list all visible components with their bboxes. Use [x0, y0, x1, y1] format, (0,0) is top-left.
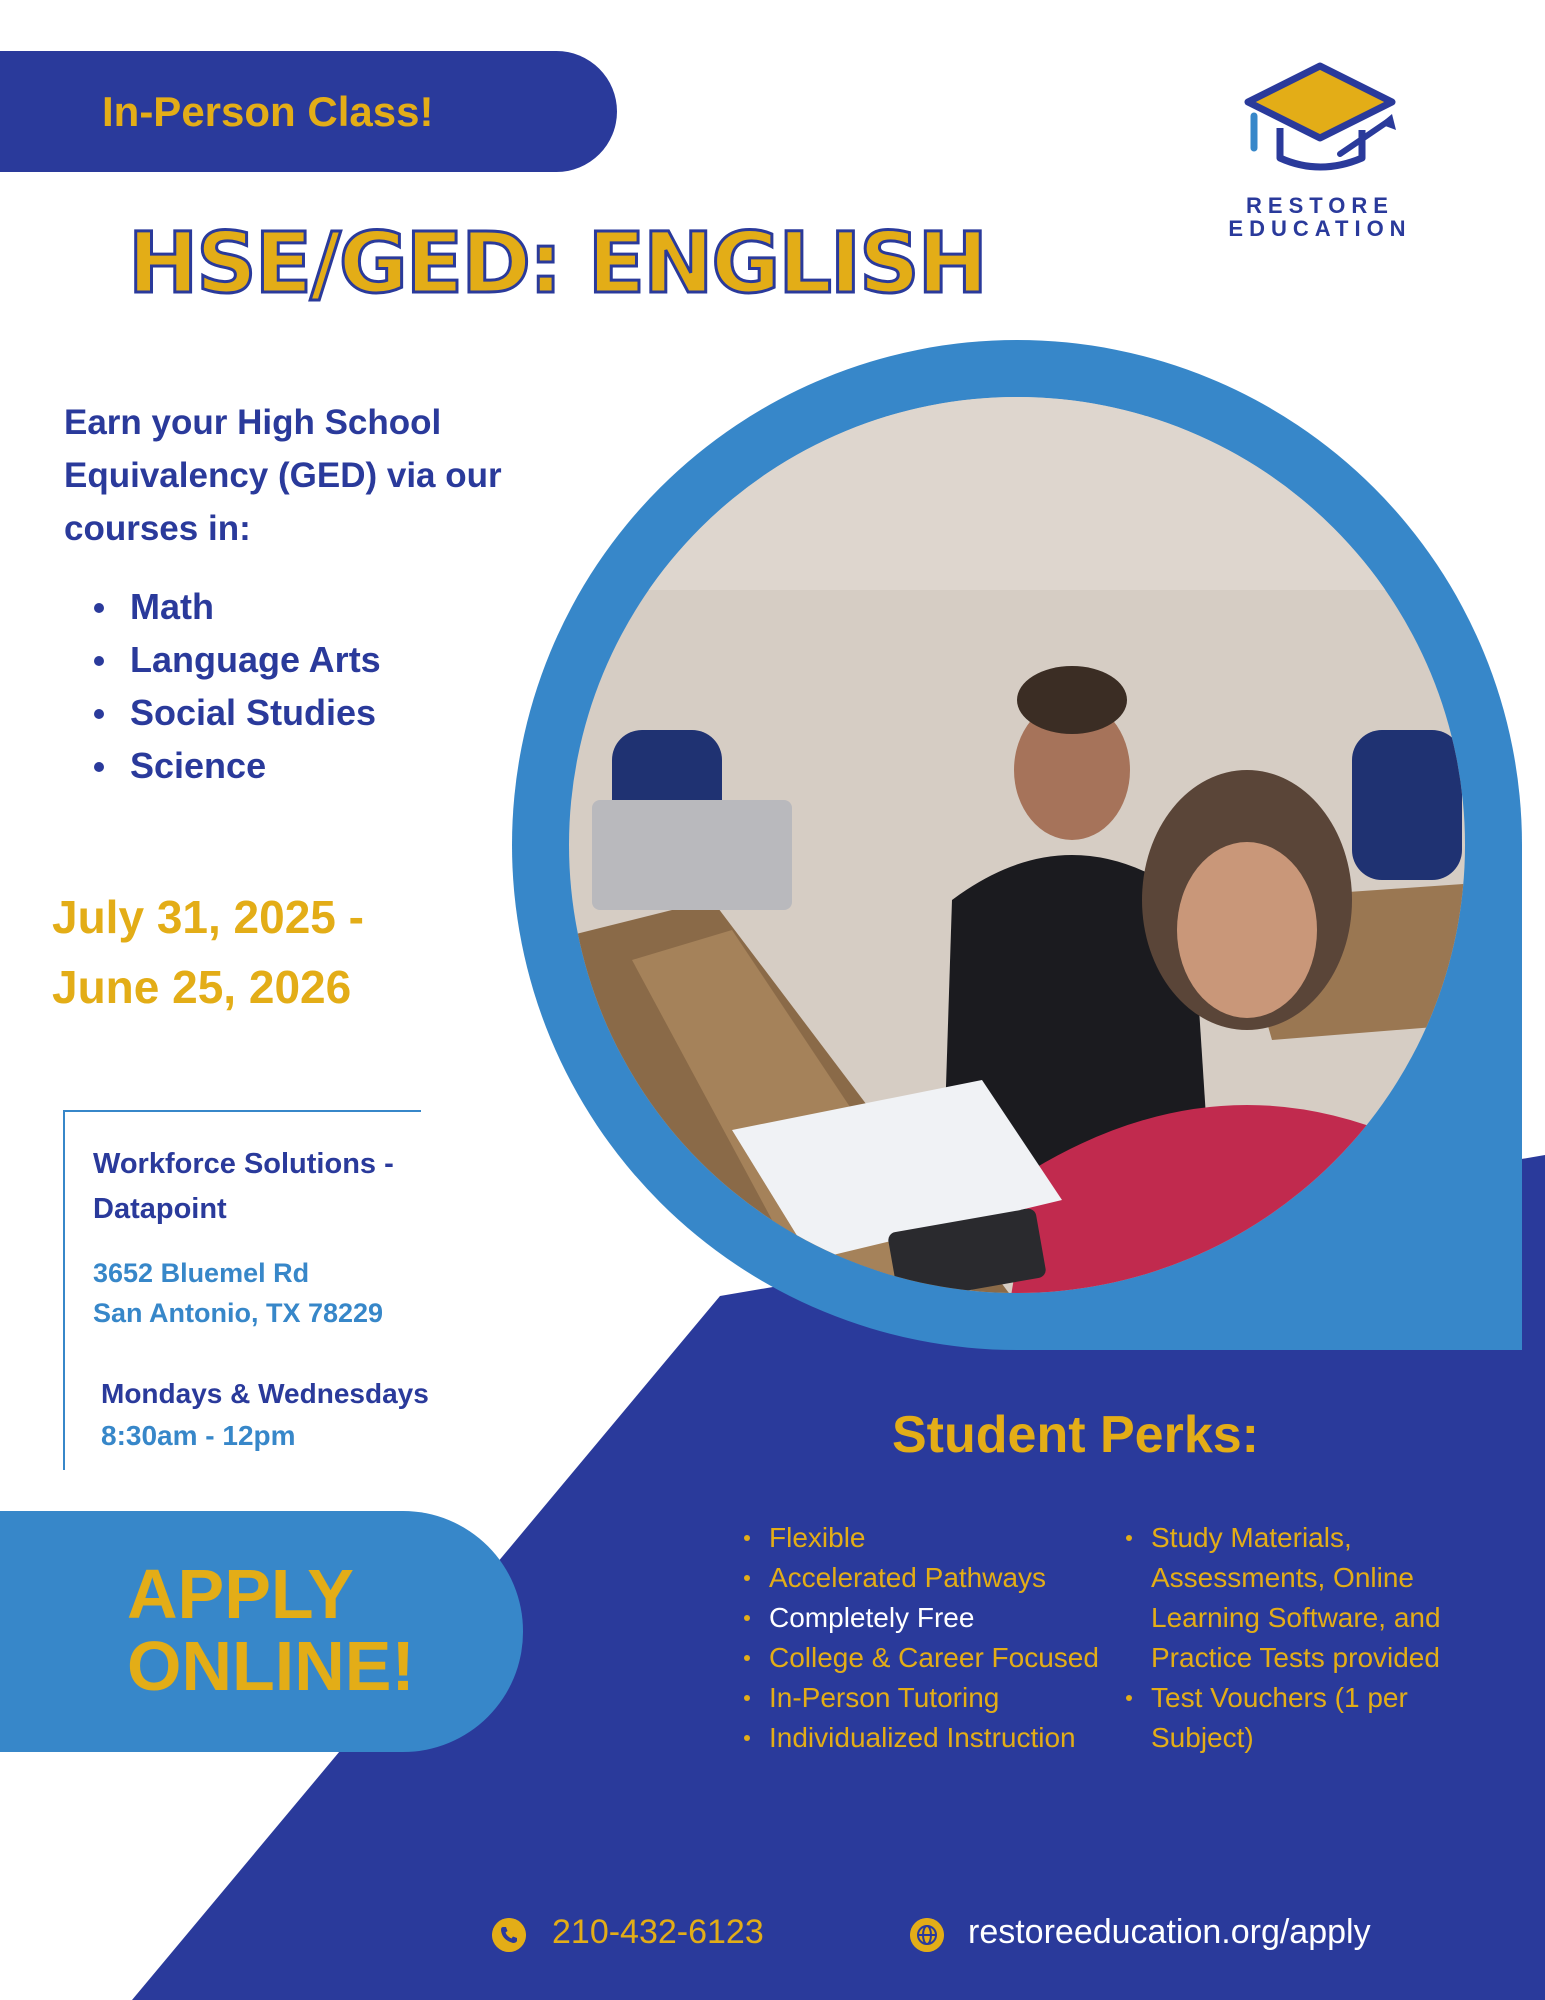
location-address: [93, 1253, 473, 1333]
logo-wordmark: [1195, 194, 1445, 240]
graduation-cap-icon: [1240, 58, 1400, 176]
student-photo: [512, 340, 1522, 1350]
address-line-2: San Antonio, TX 78229: [93, 1298, 384, 1328]
phone-icon: [492, 1918, 526, 1952]
intro-text: Earn your High School Equivalency (GED) via our courses in:: [64, 403, 502, 548]
in-person-badge: [0, 51, 617, 172]
perks-list-right: [1123, 1518, 1463, 1758]
class-time: 8:30am - 12pm: [101, 1420, 296, 1451]
apply-online-label[interactable]: [127, 1555, 487, 1705]
perks-list-left: [741, 1518, 1111, 1758]
list-item: Test Vouchers (1 per Subject): [1123, 1678, 1463, 1758]
list-item: Flexible: [741, 1518, 1111, 1558]
logo-line-1: RESTORE: [1246, 193, 1394, 218]
perks-title: Student Perks:: [892, 1406, 1259, 1464]
list-item: Individualized Instruction: [741, 1718, 1111, 1758]
apply-line-1: APPLY: [127, 1555, 354, 1633]
list-item: Language Arts: [90, 633, 381, 686]
list-item: Completely Free: [741, 1598, 1111, 1638]
location-name: Workforce Solutions - Datapoint: [93, 1148, 394, 1225]
list-item: In-Person Tutoring: [741, 1678, 1111, 1718]
list-item: Accelerated Pathways: [741, 1558, 1111, 1598]
logo-line-2: EDUCATION: [1228, 216, 1412, 241]
apply-line-2: ONLINE!: [127, 1627, 415, 1705]
page-title: HSE/GED: ENGLISH: [128, 214, 986, 312]
list-item: Science: [90, 739, 381, 792]
list-item: Math: [90, 580, 381, 633]
list-item: Social Studies: [90, 686, 381, 739]
website-link[interactable]: restoreeducation.org/apply: [968, 1913, 1371, 1951]
address-line-1: 3652 Bluemel Rd: [93, 1258, 310, 1288]
start-date: July 31, 2025 -: [52, 891, 364, 943]
list-item: Study Materials, Assessments, Online Learning Software, and Practice Tests provided: [1123, 1518, 1463, 1678]
end-date: June 25, 2026: [52, 961, 352, 1013]
date-range: [52, 882, 364, 1022]
list-item: College & Career Focused: [741, 1638, 1111, 1678]
globe-icon: [910, 1918, 944, 1952]
location-divider-horizontal: [63, 1110, 421, 1112]
course-list: [90, 580, 381, 792]
phone-number[interactable]: 210-432-6123: [552, 1913, 764, 1951]
badge-label: In-Person Class!: [102, 87, 434, 135]
class-days: Mondays & Wednesdays: [101, 1378, 429, 1409]
location-divider-vertical: [63, 1110, 65, 1470]
